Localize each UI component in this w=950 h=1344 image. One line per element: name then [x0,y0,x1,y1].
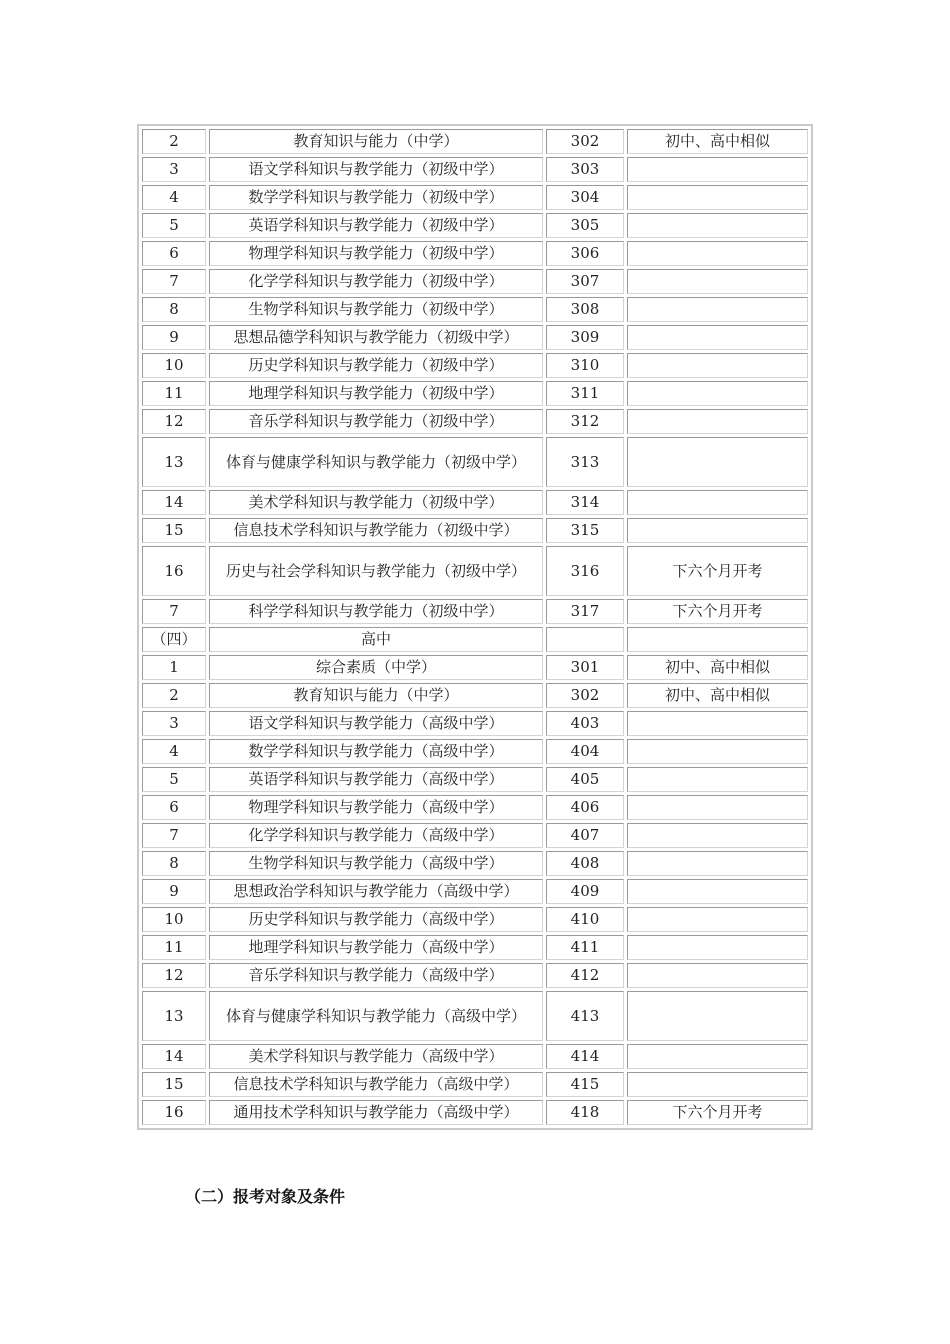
subject-code: 303 [546,157,624,182]
table-row [142,935,808,960]
table-row [142,795,808,820]
subject-name: 综合素质（中学） [209,655,543,680]
table-row [142,907,808,932]
row-number: 6 [142,241,206,266]
subject-name: 历史学科知识与教学能力（初级中学） [209,353,543,378]
table-row [142,185,808,210]
subject-code: 307 [546,269,624,294]
subject-code: 316 [546,546,624,596]
subject-name: 数学学科知识与教学能力（高级中学） [209,739,543,764]
row-number: 14 [142,1044,206,1069]
subject-name: 音乐学科知识与教学能力（初级中学） [209,409,543,434]
row-number: 3 [142,711,206,736]
subject-note [627,851,808,876]
row-number: 5 [142,213,206,238]
table-row [142,297,808,322]
subject-note [627,381,808,406]
row-number: 12 [142,963,206,988]
table-row [142,241,808,266]
subject-code: 304 [546,185,624,210]
table-row [142,381,808,406]
row-number: 13 [142,991,206,1041]
exam-subject-table [137,124,813,1130]
table-body [142,129,808,1125]
subject-name: 历史学科知识与教学能力（高级中学） [209,907,543,932]
subject-name: 教育知识与能力（中学） [209,683,543,708]
subject-code: 301 [546,655,624,680]
table-row [142,655,808,680]
row-number: 14 [142,490,206,515]
subject-name: 科学学科知识与教学能力（初级中学） [209,599,543,624]
subject-code: 302 [546,683,624,708]
table-row [142,1100,808,1125]
subject-name: 信息技术学科知识与教学能力（初级中学） [209,518,543,543]
subject-name: 地理学科知识与教学能力（初级中学） [209,381,543,406]
table-row [142,546,808,596]
subject-name: 体育与健康学科知识与教学能力（高级中学） [209,991,543,1041]
subject-note [627,241,808,266]
subject-note: 下六个月开考 [627,1100,808,1125]
row-number: 10 [142,353,206,378]
subject-code: 406 [546,795,624,820]
table-row [142,739,808,764]
subject-note [627,739,808,764]
subject-code: 306 [546,241,624,266]
table-row [142,1072,808,1097]
row-number: 1 [142,655,206,680]
subject-code: 403 [546,711,624,736]
subject-name: 物理学科知识与教学能力（高级中学） [209,795,543,820]
table-row [142,490,808,515]
subject-code: 418 [546,1100,624,1125]
row-number: 10 [142,907,206,932]
row-number: 11 [142,381,206,406]
subject-note [627,627,808,652]
row-number: 7 [142,599,206,624]
subject-note [627,518,808,543]
row-number: 2 [142,129,206,154]
subject-note [627,879,808,904]
row-number: 13 [142,437,206,487]
subject-name: 信息技术学科知识与教学能力（高级中学） [209,1072,543,1097]
subject-name: 生物学科知识与教学能力（初级中学） [209,297,543,322]
subject-code: 411 [546,935,624,960]
table-row [142,991,808,1041]
subject-note [627,991,808,1041]
subject-note [627,767,808,792]
subject-note [627,1072,808,1097]
subject-name: 教育知识与能力（中学） [209,129,543,154]
table-row [142,599,808,624]
subject-code: 412 [546,963,624,988]
section-heading: （二）报考对象及条件 [185,1187,346,1206]
subject-name: 英语学科知识与教学能力（高级中学） [209,767,543,792]
subject-name: 体育与健康学科知识与教学能力（初级中学） [209,437,543,487]
subject-code: 317 [546,599,624,624]
subject-name: 通用技术学科知识与教学能力（高级中学） [209,1100,543,1125]
subject-note [627,297,808,322]
subject-code: 409 [546,879,624,904]
row-number: 9 [142,325,206,350]
subject-note [627,1044,808,1069]
table-row [142,851,808,876]
table-row [142,767,808,792]
subject-note: 下六个月开考 [627,546,808,596]
subject-code: 305 [546,213,624,238]
row-number: 4 [142,739,206,764]
subject-code: 311 [546,381,624,406]
subject-note: 初中、高中相似 [627,683,808,708]
subject-code [546,627,624,652]
subject-note [627,213,808,238]
subject-code: 308 [546,297,624,322]
subject-name: 英语学科知识与教学能力（初级中学） [209,213,543,238]
table-row [142,627,808,652]
table-row [142,157,808,182]
subject-note [627,409,808,434]
subject-code: 407 [546,823,624,848]
subject-note [627,907,808,932]
subject-code: 310 [546,353,624,378]
subject-note [627,269,808,294]
subject-name: 化学学科知识与教学能力（初级中学） [209,269,543,294]
row-number: 8 [142,851,206,876]
subject-note [627,353,808,378]
table-row [142,409,808,434]
row-number: 3 [142,157,206,182]
row-number: 12 [142,409,206,434]
subject-name: 美术学科知识与教学能力（初级中学） [209,490,543,515]
table-row [142,353,808,378]
row-number: 6 [142,795,206,820]
row-number: 15 [142,1072,206,1097]
subject-name: 思想政治学科知识与教学能力（高级中学） [209,879,543,904]
subject-code: 309 [546,325,624,350]
subject-code: 302 [546,129,624,154]
subject-note [627,157,808,182]
row-number: 9 [142,879,206,904]
row-number: 7 [142,269,206,294]
table-row [142,879,808,904]
subject-name: 音乐学科知识与教学能力（高级中学） [209,963,543,988]
row-number: （四） [142,627,206,652]
subject-name: 生物学科知识与教学能力（高级中学） [209,851,543,876]
subject-note: 初中、高中相似 [627,655,808,680]
subject-code: 405 [546,767,624,792]
row-number: 5 [142,767,206,792]
subject-note: 下六个月开考 [627,599,808,624]
row-number: 4 [142,185,206,210]
subject-note [627,437,808,487]
subject-code: 404 [546,739,624,764]
subject-code: 414 [546,1044,624,1069]
table-row [142,518,808,543]
subject-note [627,325,808,350]
row-number: 15 [142,518,206,543]
row-number: 11 [142,935,206,960]
subject-code: 408 [546,851,624,876]
subject-name: 高中 [209,627,543,652]
table-row [142,437,808,487]
subject-note [627,711,808,736]
subject-code: 314 [546,490,624,515]
table-row [142,683,808,708]
subject-code: 415 [546,1072,624,1097]
subject-name: 语文学科知识与教学能力（初级中学） [209,157,543,182]
table-row [142,711,808,736]
table-row [142,823,808,848]
table-row [142,1044,808,1069]
table-row [142,325,808,350]
row-number: 16 [142,1100,206,1125]
subject-name: 美术学科知识与教学能力（高级中学） [209,1044,543,1069]
subject-note [627,490,808,515]
table-row [142,963,808,988]
subject-note [627,935,808,960]
subject-name: 数学学科知识与教学能力（初级中学） [209,185,543,210]
row-number: 16 [142,546,206,596]
subject-name: 地理学科知识与教学能力（高级中学） [209,935,543,960]
subject-code: 315 [546,518,624,543]
subject-note [627,185,808,210]
row-number: 2 [142,683,206,708]
row-number: 7 [142,823,206,848]
subject-name: 历史与社会学科知识与教学能力（初级中学） [209,546,543,596]
subject-code: 413 [546,991,624,1041]
subject-code: 313 [546,437,624,487]
subject-note: 初中、高中相似 [627,129,808,154]
subject-code: 312 [546,409,624,434]
row-number: 8 [142,297,206,322]
table-row [142,129,808,154]
subject-note [627,823,808,848]
table-row [142,213,808,238]
subject-name: 化学学科知识与教学能力（高级中学） [209,823,543,848]
subject-code: 410 [546,907,624,932]
subject-name: 思想品德学科知识与教学能力（初级中学） [209,325,543,350]
subject-name: 语文学科知识与教学能力（高级中学） [209,711,543,736]
table-row [142,269,808,294]
subject-name: 物理学科知识与教学能力（初级中学） [209,241,543,266]
subject-note [627,963,808,988]
subject-note [627,795,808,820]
